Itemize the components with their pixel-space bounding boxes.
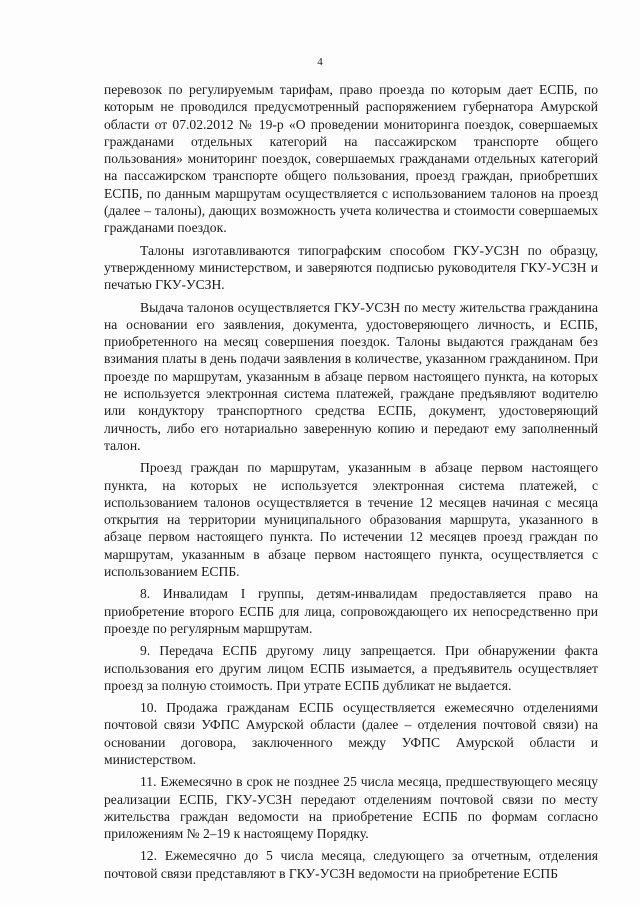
paragraph-coupons-period: Проезд граждан по маршрутам, указанным в абзаце первом настоящего пункта, на которых не используется электронная система платежей, с использованием талонов осуществляется в течение 12 месяцев начиная с месяца открытия на территории муниципального образования маршрута, указанного в абзаце первом настоящего пункта. По истечении 12 месяцев проезд граждан по маршрутам, указанным в абзаце первом настоящего пункта, осуществляется с использованием ЕСПБ. (104, 460, 598, 580)
page-number: 4 (317, 56, 323, 68)
paragraph-coupons-production: Талоны изготавливаются типографским способом ГКУ-УСЗН по образцу, утвержденному министерством, и заверяются подписью руководителя ГКУ-УСЗН и печатью ГКУ-УСЗН. (104, 242, 598, 293)
paragraph-item-9: 9. Передача ЕСПБ другому лицу запрещается. При обнаружении факта использования его другим лицом ЕСПБ изымается, а предъявитель осуществляет проезд за полную стоимость. При утрате ЕСПБ дубликат не выдается. (104, 643, 598, 693)
paragraph-item-12: 12. Ежемесячно до 5 числа месяца, следующего за отчетным, отделения почтовой связи представляют в ГКУ-УСЗН ведомости на приобретение ЕСПБ (104, 848, 598, 881)
document-body (104, 81, 598, 882)
paragraph-item-10: 10. Продажа гражданам ЕСПБ осуществляется ежемесячно отделениями почтовой связи УФПС Амурской области (далее – отделения почтовой связи) на основании договора, заключенного между УФПС Амурской области и министерством. (104, 700, 598, 767)
paragraph-continuation: перевозок по регулируемым тарифам, право проезда по которым дает ЕСПБ, по которым не проводился предусмотренный распоряжением губернатора Амурской области от 07.02.2012 № 19-р «О проведении мониторинга поездок, совершаемых гражданами отдельных категорий на пассажирском транспорте общего пользования» мониторинг поездок, совершаемых гражданами отдельных категорий на пассажирском транспорте общего пользования, проезд граждан, приобретших ЕСПБ, по данным маршрутам осуществляется с использованием талонов на проезд (далее – талоны), дающих возможность учета количества и стоимости совершаемых гражданами поездок. (104, 82, 598, 236)
paragraph-coupons-issuance: Выдача талонов осуществляется ГКУ-УСЗН по месту жительства гражданина на основании его заявления, документа, удостоверяющего личность, и ЕСПБ, приобретенного на месяц совершения поездок. Талоны выдаются гражданам без взимания платы в день подачи заявления в количестве, указанном гражданином. При проезде по маршрутам, указанным в абзаце первом настоящего пункта, на которых не используется электронная система платежей, граждане предъявляют водителю или кондуктору транспортного средства ЕСПБ, документ, удостоверяющий личность, либо его нотариально заверенную копию и передают ему заполненный талон. (104, 299, 598, 453)
paragraph-item-8: 8. Инвалидам I группы, детям-инвалидам предоставляется право на приобретение второго ЕСПБ для лица, сопровождающего их непосредственно при проезде по регулярным маршрутам. (104, 586, 598, 636)
paragraph-item-11: 11. Ежемесячно в срок не позднее 25 числа месяца, предшествующего месяцу реализации ЕСПБ, ГКУ-УСЗН передают отделениям почтовой связи по месту жительства граждан ведомости на приобретение ЕСПБ по формам согласно приложениям № 2–19 к настоящему Порядку. (104, 774, 598, 842)
